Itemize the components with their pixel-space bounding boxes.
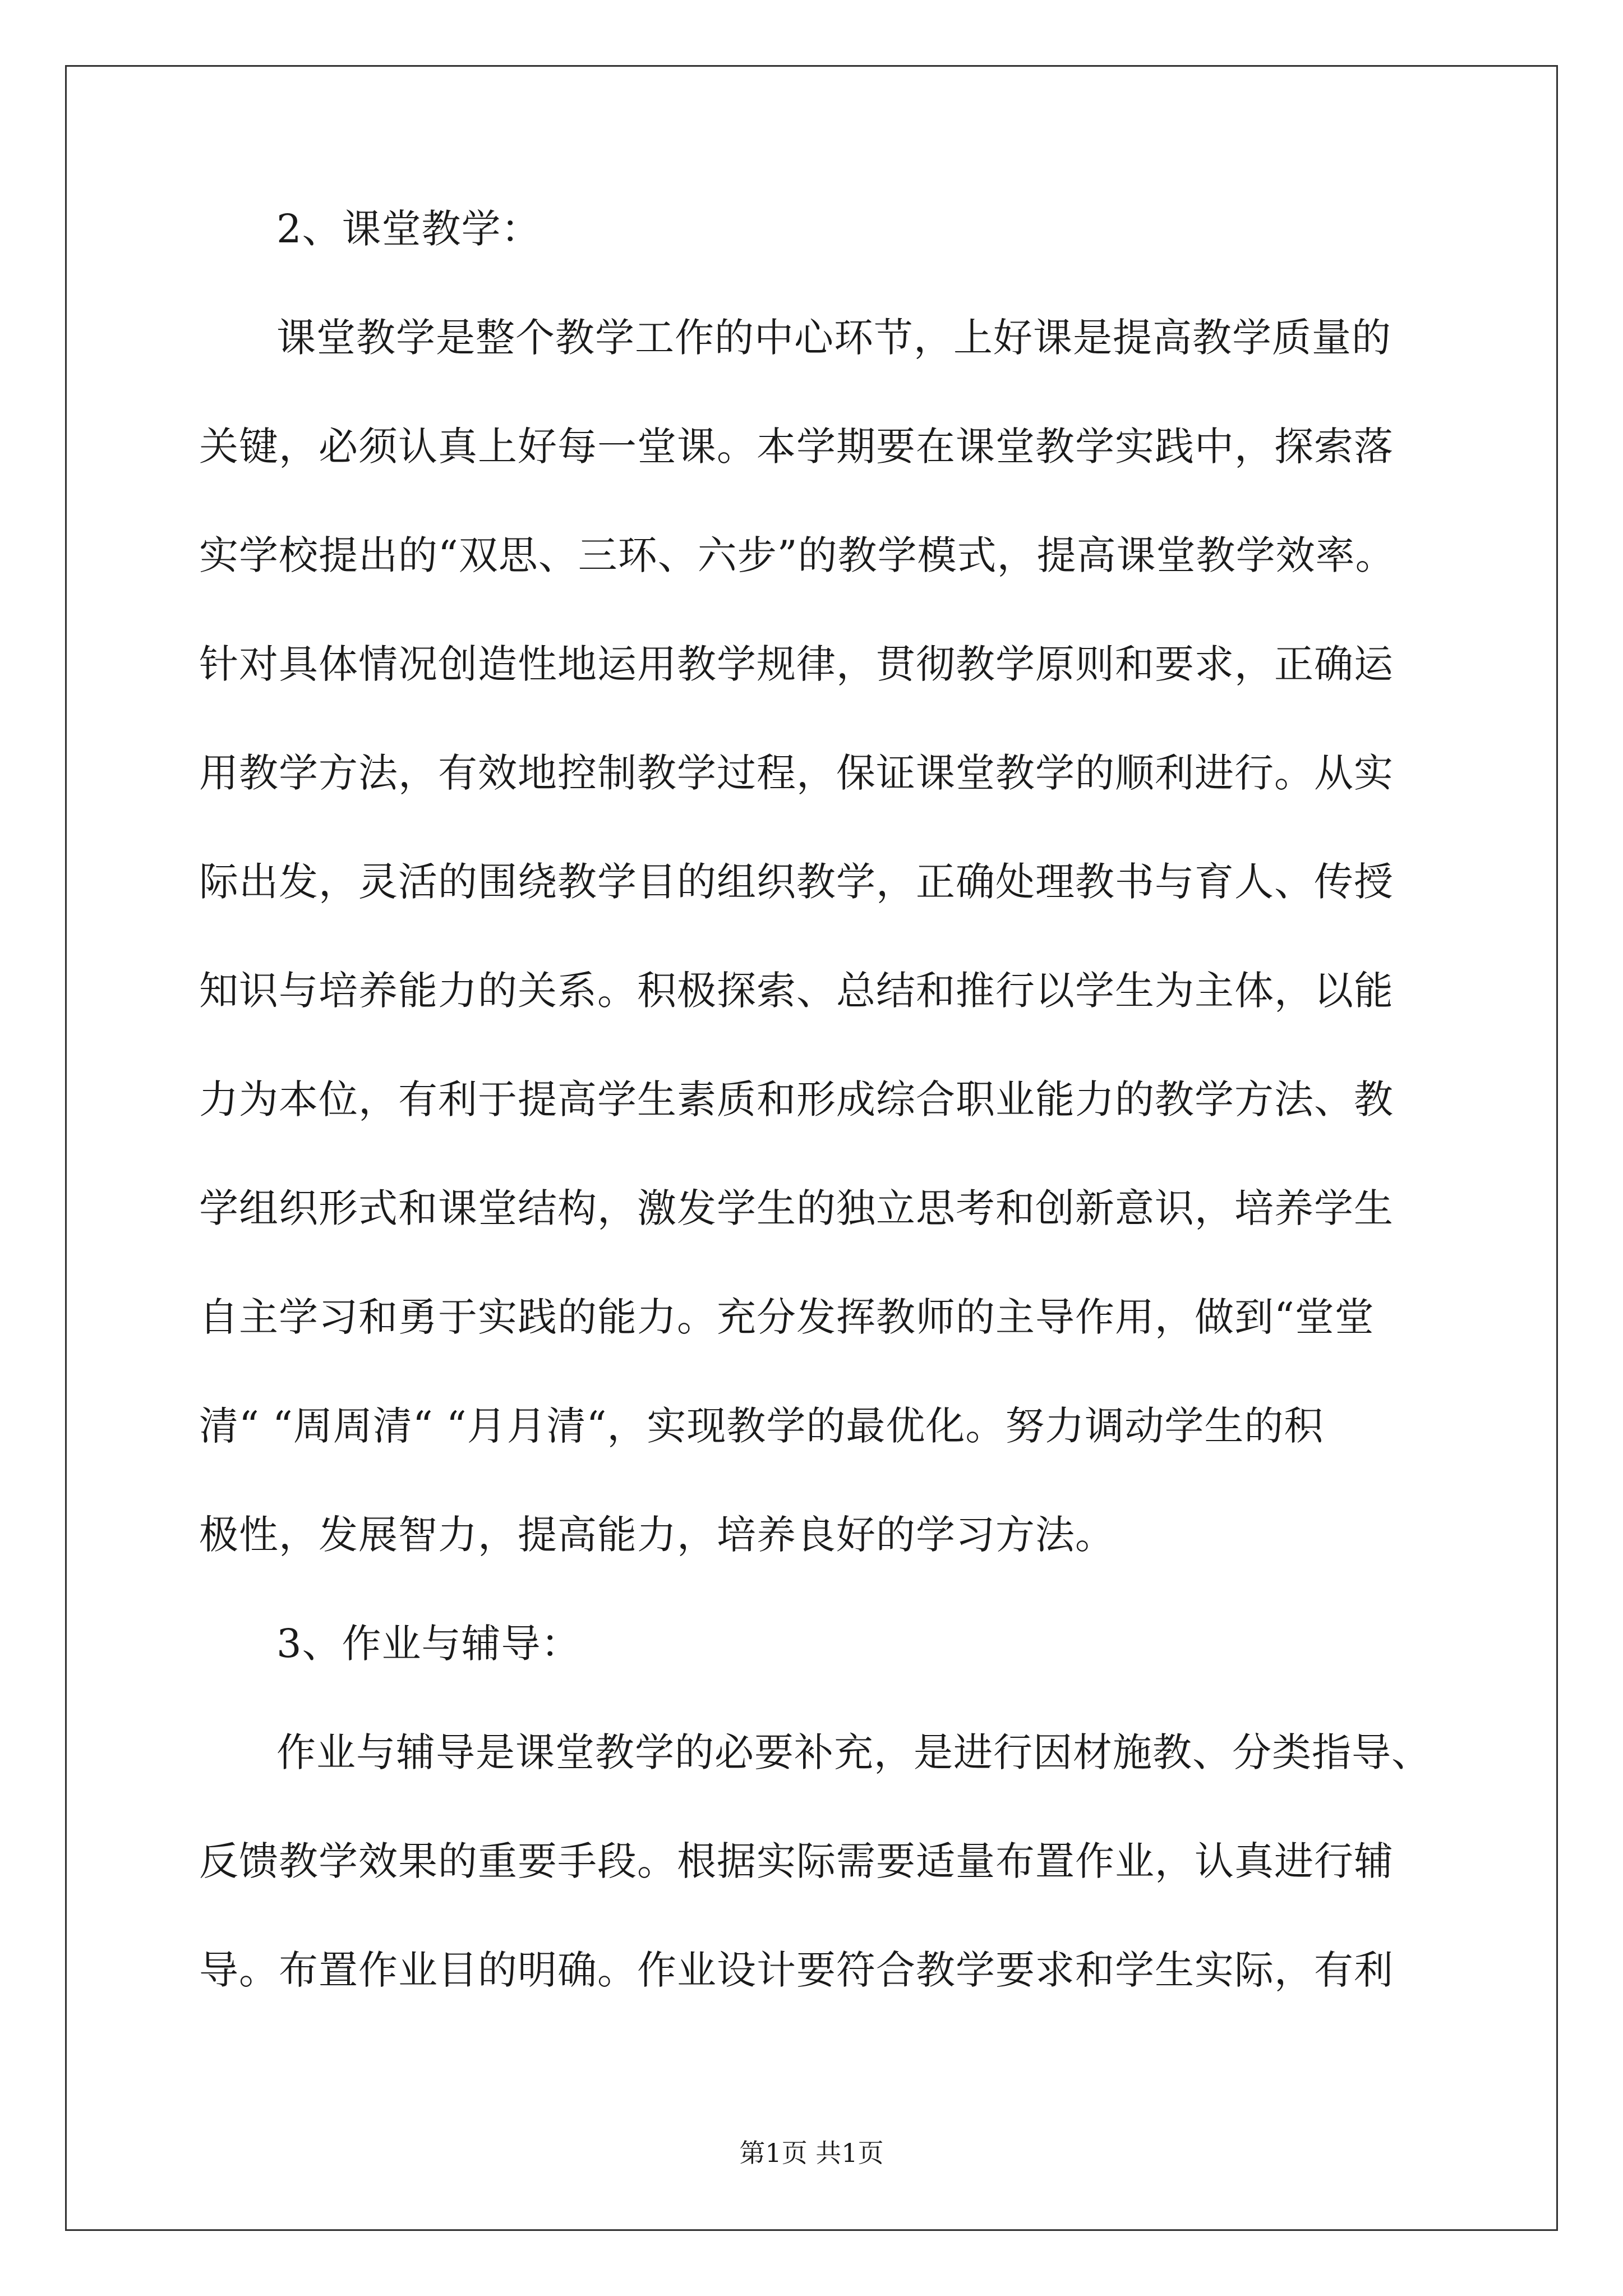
text-line: 实学校提出的“双思、三环、六步”的教学模式，提高课堂教学效率。: [199, 532, 1395, 578]
text-line: 学组织形式和课堂结构，激发学生的独立思考和创新意识，培养学生: [199, 1185, 1394, 1231]
text-line: 导。布置作业目的明确。作业设计要符合教学要求和学生实际，有利: [199, 1947, 1394, 1993]
text-line: 作业与辅导是课堂教学的必要补充，是进行因材施教、分类指导、: [276, 1729, 1431, 1775]
text-line: 2、课堂教学：: [276, 206, 541, 252]
text-line: 课堂教学是整个教学工作的中心环节，上好课是提高教学质量的: [276, 315, 1391, 361]
text-line: 用教学方法，有效地控制教学过程，保证课堂教学的顺利进行。从实: [199, 750, 1394, 796]
text-line: 力为本位，有利于提高学生素质和形成综合职业能力的教学方法、教: [199, 1076, 1394, 1122]
page-footer: 第1页 共1页: [739, 2138, 884, 2168]
text-line: 极性，发展智力，提高能力，培养良好的学习方法。: [199, 1512, 1115, 1558]
text-line: 知识与培养能力的关系。积极探索、总结和推行以学生为主体，以能: [199, 968, 1394, 1014]
text-line: 针对具体情况创造性地运用教学规律，贯彻教学原则和要求，正确运: [199, 641, 1394, 687]
text-line: 际出发，灵活的围绕教学目的组织教学，正确处理教书与育人、传授: [199, 859, 1394, 905]
text-line: 关键，必须认真上好每一堂课。本学期要在课堂教学实践中，探索落: [199, 424, 1394, 470]
text-line: 3、作业与辅导：: [276, 1621, 581, 1667]
text-line: 清“ “周周清“ “月月清“，实现教学的最优化。努力调动学生的积: [199, 1403, 1324, 1449]
text-line: 反馈教学效果的重要手段。根据实际需要适量布置作业，认真进行辅: [199, 1838, 1394, 1884]
page-border: [65, 65, 1558, 2231]
text-line: 自主学习和勇于实践的能力。充分发挥教师的主导作用，做到“堂堂: [199, 1294, 1375, 1340]
